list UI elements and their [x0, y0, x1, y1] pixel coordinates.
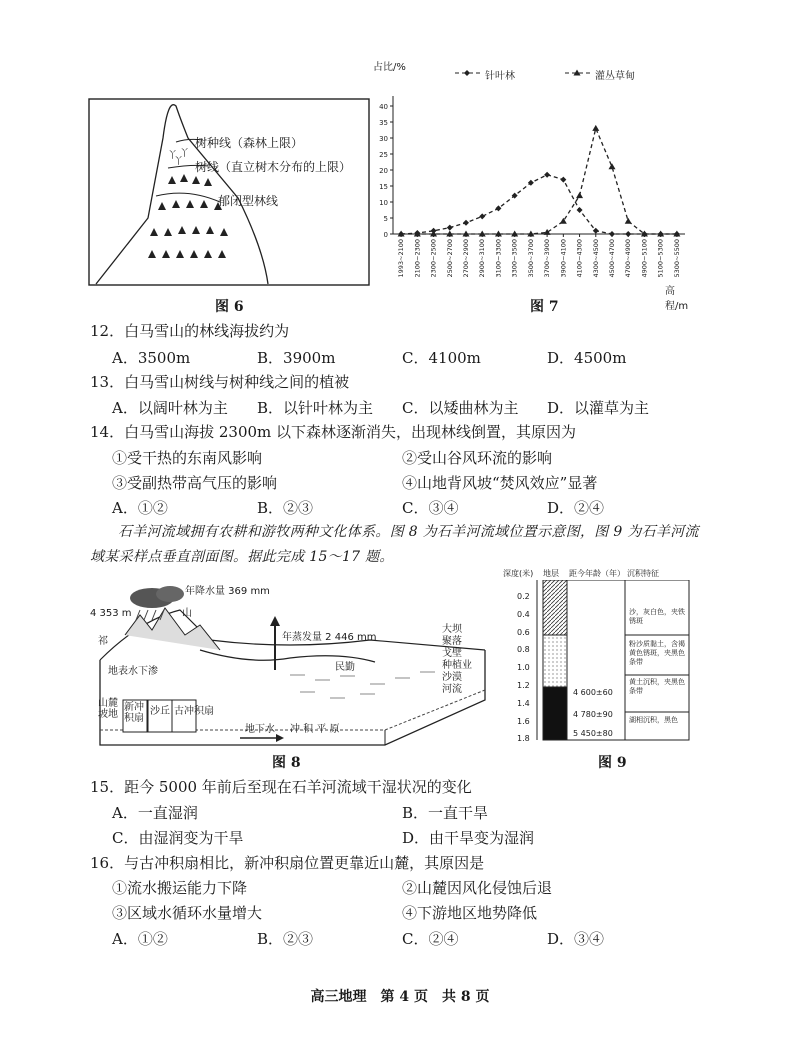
q16-item-3: ③区域水循环水量增大 [112, 904, 263, 922]
q12-option-a[interactable]: A．3500m [112, 349, 191, 367]
q15-option-a[interactable]: A．一直湿润 [112, 804, 198, 822]
figure-6-caption: 图 6 [215, 299, 244, 315]
figure-8 [90, 580, 490, 750]
x-tick-label: 4700~4900 [624, 239, 633, 278]
data-point-shrub [592, 125, 599, 131]
label-tree-species-line: 树种线（森林上限） [195, 136, 304, 150]
legend-settlement: 聚落 [442, 636, 462, 647]
data-point-shrub [609, 163, 616, 169]
svg-text:丫: 丫 [174, 157, 184, 167]
q15-option-c[interactable]: C．由湿润变为干旱 [112, 829, 244, 847]
q14-item-2: ②受山谷风环流的影响 [402, 449, 553, 467]
fig9-feature-4: 湖相沉积，黑色 [629, 716, 678, 724]
legend-river: 河流 [442, 684, 462, 695]
fig9-header-layer: 地层 [543, 569, 559, 578]
q14-option-d[interactable]: D．②④ [547, 499, 605, 517]
legend-gobi: 戈壁 [442, 648, 462, 659]
q14-item-3: ③受副热带高气压的影响 [112, 474, 278, 492]
fig9-header-age: 距今年龄（年） [569, 569, 625, 578]
fig8-qi: 祁 [98, 636, 108, 647]
q16-stem: 16．与古冲积扇相比，新冲积扇位置更靠近山麓，其原因是 [90, 854, 485, 872]
q13-option-c[interactable]: C．以矮曲林为主 [402, 399, 519, 417]
page-footer: 高三地理 第 4 页 共 8 页 [310, 989, 490, 1005]
x-tick-label: 3500~3700 [526, 239, 535, 278]
intro-line-1: 石羊河流域拥有农耕和游牧两种文化体系。图 8 为石羊河流域位置示意图，图 9 为石羊河流 [118, 524, 699, 540]
data-point-shrub [544, 229, 551, 235]
y-tick-label: 0 [383, 231, 388, 239]
data-point-conifer [577, 207, 583, 213]
q16-option-a[interactable]: A．①② [112, 930, 168, 948]
svg-text:丫: 丫 [180, 149, 190, 159]
fig9-feature-1: 沙，灰白色，夹铁锈斑 [629, 608, 685, 625]
x-tick-label: 2700~2900 [462, 239, 470, 278]
depth-tick: 1.6 [517, 716, 530, 726]
y-tick-label: 35 [379, 119, 388, 127]
legend-desert: 沙漠 [442, 672, 462, 683]
x-tick-label: 3900~4100 [559, 239, 568, 278]
depth-tick: 0.2 [517, 592, 530, 601]
data-point-conifer [593, 228, 599, 234]
fig8-peak: 4 353 m [90, 608, 132, 619]
fig8-dune: 沙丘 [150, 706, 170, 717]
figure-8-caption: 图 8 [272, 755, 301, 771]
y-tick-label: 25 [379, 151, 388, 159]
figure-6 [88, 98, 370, 288]
y-tick-label: 5 [383, 215, 388, 223]
chart-y-axis-label: 占比/% [373, 62, 406, 73]
data-point-conifer [495, 205, 501, 211]
legend-dam: 大坝 [442, 624, 462, 635]
series-line-0 [401, 175, 677, 234]
x-tick-label: 3700~3900 [543, 239, 552, 278]
fig9-depth-scale [517, 588, 530, 748]
fig9-header-feature: 沉积特征 [627, 569, 659, 578]
y-tick-label: 30 [379, 135, 388, 143]
fig8-old-fan: 古冲积扇 [174, 706, 214, 717]
depth-tick: 0.4 [517, 609, 530, 619]
fig9-age-1: 4 600±60 [573, 688, 613, 697]
figure-7-chart [365, 58, 695, 298]
fig9-feature-3: 黄土沉积，夹黑色条带 [629, 678, 685, 695]
q13-option-a[interactable]: A．以阔叶林为主 [112, 399, 228, 417]
fig8-precip: 年降水量 369 mm [185, 586, 270, 597]
series-line-1 [401, 128, 677, 234]
x-tick-label: 5300~5500 [672, 239, 681, 278]
fig8-new-fan: 新冲积扇 [124, 702, 144, 724]
x-tick-label: 2500~2700 [445, 239, 454, 278]
fig8-mountain: 山 [182, 608, 192, 619]
q15-stem: 15．距今 5000 年前后至现在石羊河流域干湿状况的变化 [90, 778, 472, 796]
fig9-feature-2: 粉沙质黏土，含褐黄色锈斑，夹黑色条带 [629, 640, 685, 666]
fig8-front-slope: 山麓坡地 [98, 698, 118, 720]
fig9-age-3: 5 450±80 [573, 729, 613, 738]
x-tick-label: 3100~3300 [494, 239, 503, 278]
x-tick-label: 2100~2300 [413, 239, 422, 278]
q12-option-c[interactable]: C．4100m [402, 349, 481, 367]
x-tick-label: 1993~2100 [397, 239, 406, 278]
q14-item-1: ①受干热的东南风影响 [112, 449, 263, 467]
q16-item-4: ④下游地区地势降低 [402, 904, 538, 922]
q15-option-d[interactable]: D．由干旱变为湿润 [402, 829, 535, 847]
data-point-conifer [463, 220, 469, 226]
x-tick-label: 4300~4500 [591, 239, 600, 278]
y-tick-label: 15 [379, 183, 388, 191]
data-point-conifer [544, 172, 550, 178]
q16-option-c[interactable]: C．②④ [402, 930, 459, 948]
y-tick-label: 10 [379, 199, 388, 207]
fig8-groundwater: 地下水 [245, 724, 275, 735]
q13-stem: 13．白马雪山树线与树种线之间的植被 [90, 373, 350, 391]
fig8-plain: 冲 积 平 原 [290, 724, 340, 735]
x-tick-label: 3300~3500 [510, 239, 519, 278]
x-tick-label: 4100~4300 [575, 239, 584, 278]
y-tick-label: 20 [379, 167, 388, 175]
x-tick-label: 2900~3100 [478, 239, 487, 278]
depth-tick: 1.2 [517, 680, 530, 690]
q12-option-b[interactable]: B．3900m [257, 349, 336, 367]
depth-tick: 1.8 [517, 734, 530, 744]
data-point-conifer [447, 225, 453, 231]
intro-line-2: 域某采样点垂直剖面图。据此完成 15～17 题。 [90, 549, 394, 565]
q14-option-a[interactable]: A．①② [112, 499, 168, 517]
q16-item-1: ①流水搬运能力下降 [112, 879, 248, 897]
x-tick-label: 2300~2500 [429, 239, 438, 278]
q16-item-2: ②山麓因风化侵蚀后退 [402, 879, 553, 897]
fig9-header-depth: 深度(米) [503, 569, 534, 578]
x-tick-label: 4500~4700 [608, 239, 616, 278]
data-point-shrub [560, 218, 567, 224]
fig8-legend [442, 624, 472, 696]
q14-stem: 14．白马雪山海拔 2300m 以下森林逐渐消失，出现林线倒置，其原因为 [90, 423, 577, 441]
y-tick-label: 40 [379, 103, 388, 111]
svg-text:丫: 丫 [168, 151, 178, 161]
q12-stem: 12．白马雪山的林线海拔约为 [90, 322, 290, 340]
q13-option-b[interactable]: B．以针叶林为主 [257, 399, 374, 417]
chart-x-axis-label: 高程/m [665, 286, 689, 312]
x-tick-label: 5100~5300 [656, 239, 665, 278]
data-point-conifer [528, 180, 534, 186]
q13-option-d[interactable]: D．以灌草为主 [547, 399, 650, 417]
depth-tick: 0.6 [517, 627, 530, 637]
data-point-conifer [625, 231, 631, 237]
figure-9 [503, 568, 703, 746]
depth-tick: 1.0 [517, 663, 530, 673]
figure-7-caption: 图 7 [530, 299, 559, 315]
data-point-conifer [560, 177, 566, 183]
fig9-age-2: 4 780±90 [573, 710, 613, 719]
data-point-shrub [625, 218, 632, 224]
q14-option-c[interactable]: C．③④ [402, 499, 459, 517]
depth-tick: 0.8 [517, 645, 530, 655]
label-tree-line: 树线（直立树木分布的上限） [195, 160, 352, 174]
q14-option-b[interactable]: B．②③ [257, 499, 314, 517]
legend-marker-conifer [464, 70, 470, 76]
fig8-minqin: 民勤 [335, 662, 355, 673]
q16-option-d[interactable]: D．③④ [547, 930, 605, 948]
q16-option-b[interactable]: B．②③ [257, 930, 314, 948]
figure-9-caption: 图 9 [598, 755, 627, 771]
fig8-evap: 年蒸发量 2 446 mm [282, 632, 377, 643]
depth-tick: 1.4 [517, 698, 530, 708]
q12-option-d[interactable]: D．4500m [547, 349, 627, 367]
data-point-conifer [609, 231, 615, 237]
legend-conifer-label: 针叶林 [485, 71, 515, 82]
legend-farming: 种植业 [442, 660, 472, 671]
label-closed-forest-line: 郁闭型林线 [218, 194, 279, 208]
x-tick-label: 4900~5100 [640, 239, 649, 278]
fig8-surface-underground: 地表水下渗 [108, 666, 158, 677]
legend-shrub-label: 灌丛草甸 [595, 71, 635, 82]
q14-item-4: ④山地背风坡“焚风效应”显著 [402, 474, 598, 492]
q15-option-b[interactable]: B．一直干旱 [402, 804, 489, 822]
data-point-shrub [576, 192, 583, 198]
data-point-conifer [479, 213, 485, 219]
